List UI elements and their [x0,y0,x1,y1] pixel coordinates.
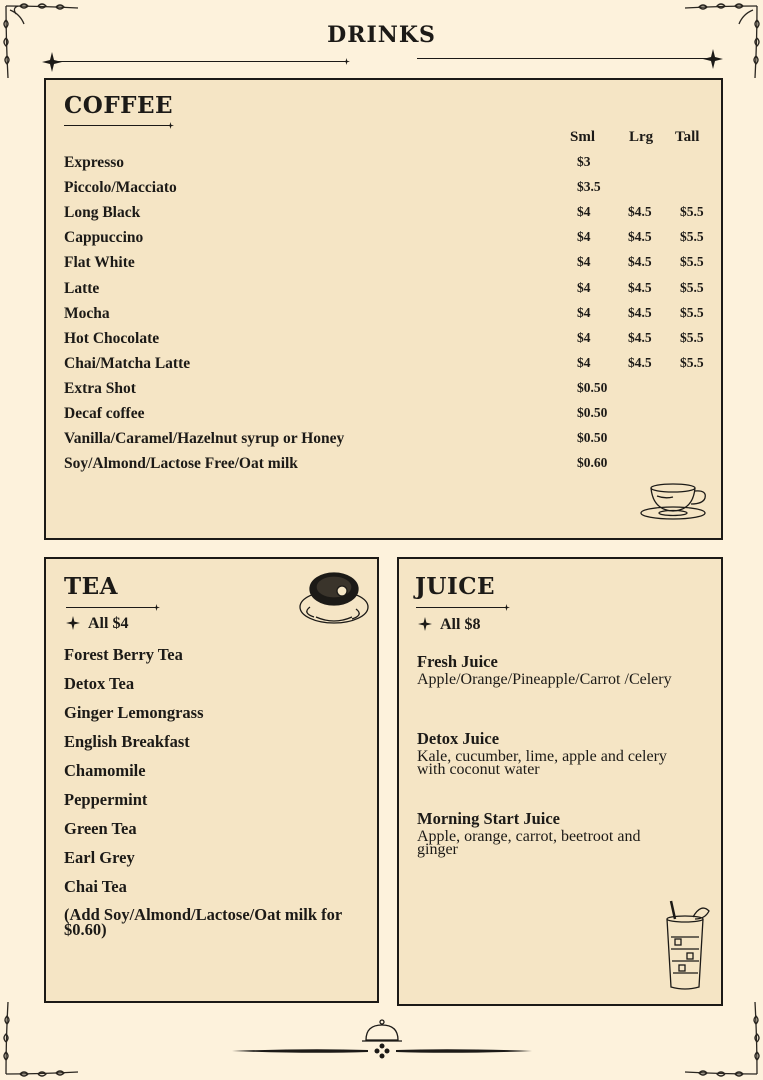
coffee-price-sml: $0.50 [577,405,608,420]
coffee-item-name: Expresso [64,154,125,171]
coffee-item-name: Vanilla/Caramel/Hazelnut syrup or Honey [64,430,345,448]
coffee-price-tall: $5.5 [680,229,704,245]
tea-item: Green Tea [64,819,137,838]
star-ornament-icon [42,52,62,72]
juice-item-desc: Apple, orange, carrot, beetroot and ginger [417,828,641,858]
coffee-price-sml: $3 [577,154,591,169]
coffee-item-name: Piccolo/Macciato [64,179,177,197]
tea-item: Earl Grey [64,848,135,867]
coffee-item-name: Flat White [64,254,135,272]
star-ornament-icon [703,49,723,69]
coffee-price-sml: $4 [577,254,591,270]
tea-item: English Breakfast [64,732,190,751]
coffee-price-sml: $4 [577,279,591,295]
tea-note: (Add Soy/Almond/Lactose/Oat milk for $0.60) [64,905,342,939]
juice-item-name: Morning Start Juice [417,809,560,828]
juice-all-price [418,616,480,634]
coffee-item-name: Hot Chocolate [64,329,160,347]
tea-all-price-label: All $4 [88,615,129,632]
coffee-price-lrg: $4.5 [628,204,652,220]
coffee-price-sml: $0.50 [577,379,608,395]
coffee-price-sml: $0.60 [577,455,608,471]
header-sml: Sml [570,129,596,145]
coffee-price-sml: $4 [577,204,591,220]
juice-item-desc: Apple/Orange/Pineapple/Carrot /Celery [417,671,672,688]
coffee-price-sml: $0.50 [577,430,608,446]
juice-item-desc: Kale, cucumber, lime, apple and celery with coconut water [417,748,667,778]
title-rule-right [417,58,713,59]
coffee-item-name: Decaf coffee [64,405,145,422]
coffee-price-tall: $5.5 [680,279,704,295]
juice-item-name: Fresh Juice [417,652,498,671]
coffee-price-sml: $4 [577,304,591,320]
juice-glass-icon [661,897,711,993]
cloche-icon [232,1015,532,1063]
coffee-price-lrg: $4.5 [628,254,652,270]
tea-item: Chai Tea [64,877,127,896]
tea-all-price [66,615,128,633]
juice-item-name: Detox Juice [417,729,500,748]
title-rule-left [50,61,346,62]
star-bullet-icon [418,617,432,631]
coffee-price-sml: $4 [577,354,591,370]
header-lrg: Lrg [629,129,654,145]
header-tall: Tall [675,129,700,145]
juice-all-price-label: All $8 [440,616,481,633]
coffee-item-name: Soy/Almond/Lactose Free/Oat milk [64,455,298,473]
tea-item: Detox Tea [64,674,135,693]
coffee-price-lrg: $4.5 [628,304,652,320]
floral-corner-icon [0,995,85,1080]
juice-panel [397,557,723,1006]
tea-item: Peppermint [64,790,148,809]
coffee-price-lrg: $4.5 [628,279,652,295]
star-bullet-icon [66,616,80,630]
juice-title-rule [416,607,506,608]
coffee-panel [44,78,723,540]
coffee-title-rule [64,125,170,126]
coffee-item-name: Mocha [64,304,110,322]
tea-item: Chamomile [64,761,146,780]
coffee-price-sml: $3.5 [577,179,601,195]
floral-corner-icon [678,995,763,1080]
coffee-price-lrg: $4.5 [628,229,652,245]
coffee-item-name: Latte [64,279,100,297]
tea-item: Ginger Lemongrass [64,703,204,722]
juice-title: JUICE [415,573,496,600]
coffee-price-tall: $5.5 [680,204,704,220]
coffee-price-tall: $5.5 [680,254,704,270]
page-title: DRINKS [327,22,436,48]
coffee-price-tall: $5.5 [680,304,704,320]
coffee-price-lrg: $4.5 [628,329,652,345]
coffee-price-sml: $4 [577,229,591,245]
tea-panel [44,557,379,1003]
coffee-item-name: Extra Shot [64,379,136,397]
coffee-price-tall: $5.5 [680,329,704,345]
coffee-item-name: Long Black [64,204,141,222]
coffee-item-name: Cappuccino [64,229,144,247]
coffee-cup-icon [639,478,711,524]
tea-cup-icon [296,567,372,627]
tea-title-rule [66,607,156,608]
coffee-item-name: Chai/Matcha Latte [64,354,191,372]
coffee-price-tall: $5.5 [680,354,704,370]
tea-title: TEA [64,573,118,600]
coffee-title: COFFEE [64,92,174,119]
tea-item: Forest Berry Tea [64,645,183,664]
coffee-price-lrg: $4.5 [628,354,652,370]
coffee-price-sml: $4 [577,329,591,345]
